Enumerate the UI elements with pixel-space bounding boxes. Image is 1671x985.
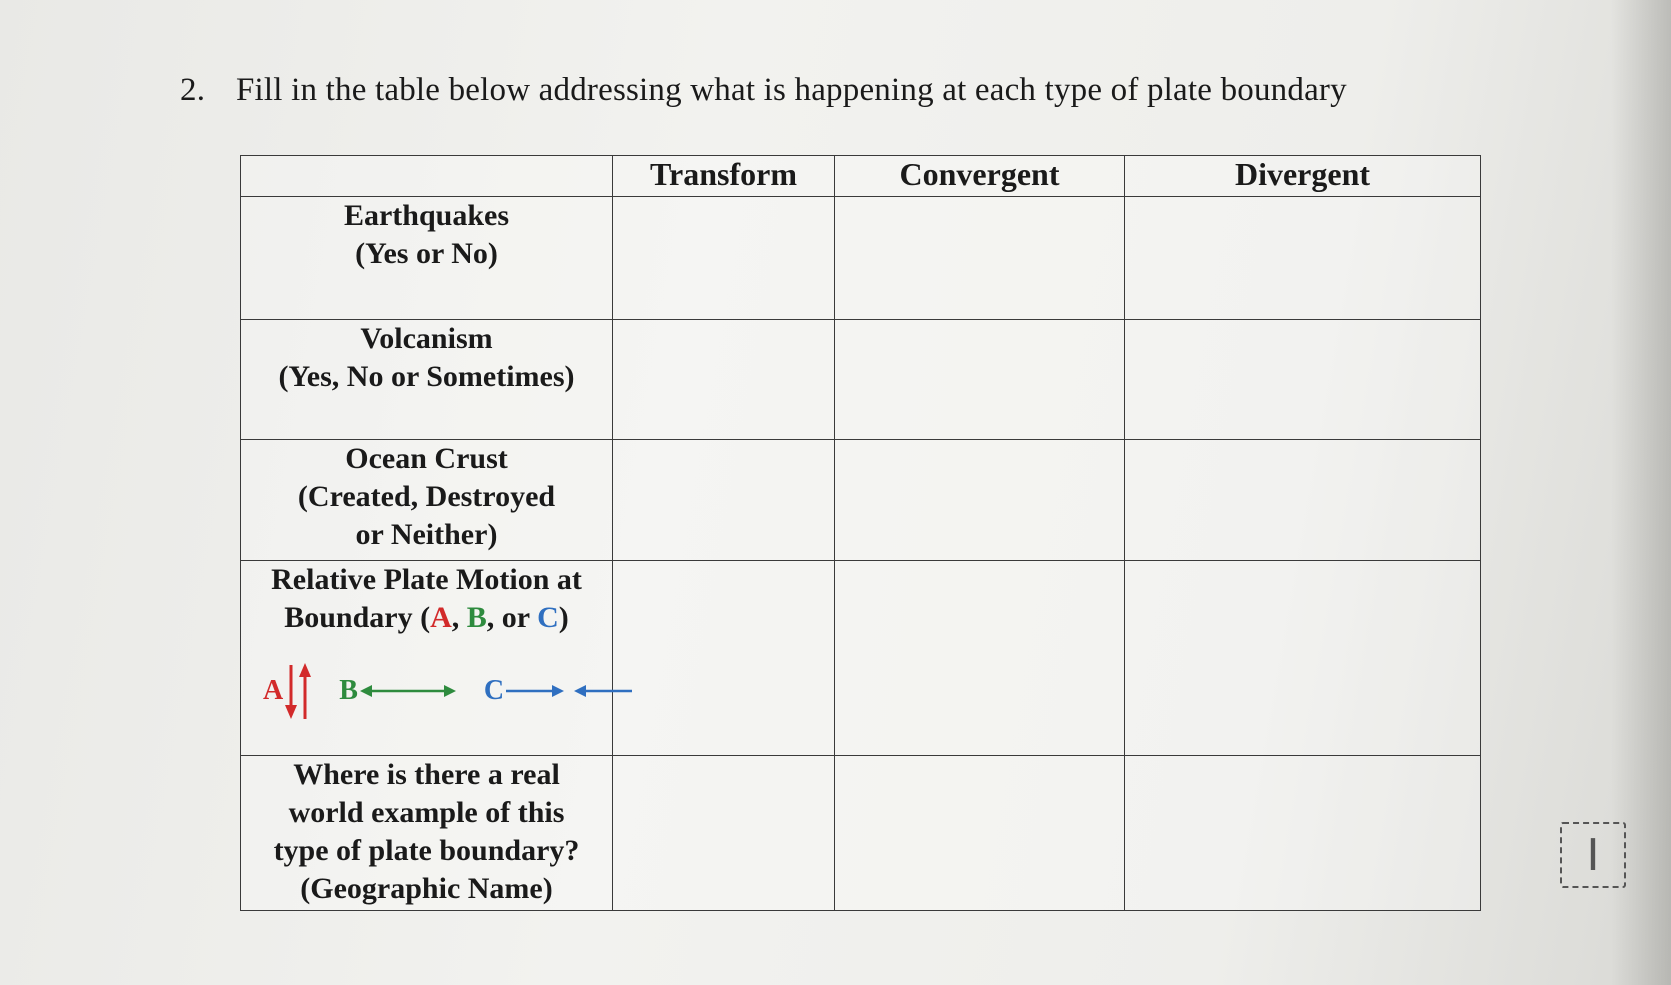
text-cursor-icon: I <box>1560 822 1626 888</box>
subtitle-separator: , or <box>486 600 538 634</box>
motion-c <box>484 672 634 710</box>
column-header-convergent: Convergent <box>835 156 1125 197</box>
table-row-ocean-crust <box>241 440 1481 560</box>
subtitle-close: ) <box>558 600 569 634</box>
diverging-arrows-icon <box>358 681 458 701</box>
table-row-earthquakes <box>241 197 1481 319</box>
row-subtitle: (Yes, No or Sometimes) <box>278 359 575 393</box>
answer-cell-volcanism-transform[interactable] <box>613 319 835 439</box>
motion-a-label: A <box>263 674 284 706</box>
answer-cell-earthquakes-divergent[interactable] <box>1125 197 1481 319</box>
question-prompt <box>180 72 1347 109</box>
answer-cell-ocean-crust-transform[interactable] <box>613 440 835 560</box>
answer-cell-volcanism-divergent[interactable] <box>1125 319 1481 439</box>
answer-cell-earthquakes-transform[interactable] <box>613 197 835 319</box>
row-header-ocean-crust <box>241 440 613 560</box>
answer-cell-example-divergent[interactable] <box>1125 756 1481 911</box>
answer-cell-volcanism-convergent[interactable] <box>835 319 1125 439</box>
question-number: 2. <box>180 72 206 108</box>
column-header-transform: Transform <box>613 156 835 197</box>
motion-a <box>263 659 313 723</box>
row-title: Volcanism <box>360 321 493 355</box>
row-subtitle <box>241 599 612 637</box>
answer-cell-example-convergent[interactable] <box>835 756 1125 911</box>
answer-cell-earthquakes-convergent[interactable] <box>835 197 1125 319</box>
converging-arrows-icon <box>504 681 634 701</box>
question-text: Fill in the table below addressing what is happening at each type of plate boundary <box>236 72 1347 108</box>
answer-cell-ocean-crust-convergent[interactable] <box>835 440 1125 560</box>
table-row-plate-motion <box>241 560 1481 755</box>
motion-b-label: B <box>339 674 358 706</box>
motion-legend <box>241 659 612 723</box>
row-header-plate-motion <box>241 560 613 755</box>
option-a-label: A <box>430 600 452 634</box>
answer-cell-plate-motion-transform[interactable] <box>613 560 835 755</box>
row-line: world example of this <box>288 796 565 830</box>
row-line: (Geographic Name) <box>300 872 553 906</box>
row-title: Ocean Crust <box>345 442 508 476</box>
subtitle-separator: , <box>451 600 467 634</box>
row-subtitle: (Yes or No) <box>355 237 498 271</box>
corner-cell <box>241 156 613 197</box>
row-subtitle: (Created, Destroyed <box>297 480 556 514</box>
motion-c-label: C <box>483 674 505 706</box>
option-c-label: C <box>537 600 559 634</box>
answer-cell-ocean-crust-divergent[interactable] <box>1125 440 1481 560</box>
row-line: type of plate boundary? <box>273 834 580 868</box>
row-subtitle-continued: or Neither) <box>355 518 498 552</box>
row-line: Where is there a real <box>293 758 560 792</box>
row-title: Relative Plate Motion at <box>271 562 582 596</box>
answer-cell-plate-motion-convergent[interactable] <box>835 560 1125 755</box>
subtitle-prefix: Boundary ( <box>284 600 431 634</box>
answer-cell-plate-motion-divergent[interactable] <box>1125 560 1481 755</box>
option-b-label: B <box>466 600 487 634</box>
plate-boundary-table <box>240 155 1481 911</box>
row-title: Earthquakes <box>343 199 510 233</box>
table-row-volcanism <box>241 319 1481 439</box>
row-header-volcanism <box>241 319 613 439</box>
motion-b <box>339 672 458 710</box>
row-header-real-world-example <box>241 756 613 911</box>
column-header-divergent: Divergent <box>1125 156 1481 197</box>
header-row <box>241 156 1481 197</box>
row-header-earthquakes <box>241 197 613 319</box>
opposite-vertical-arrows-icon <box>283 659 313 723</box>
answer-cell-example-transform[interactable] <box>613 756 835 911</box>
table-row-real-world-example <box>241 756 1481 911</box>
